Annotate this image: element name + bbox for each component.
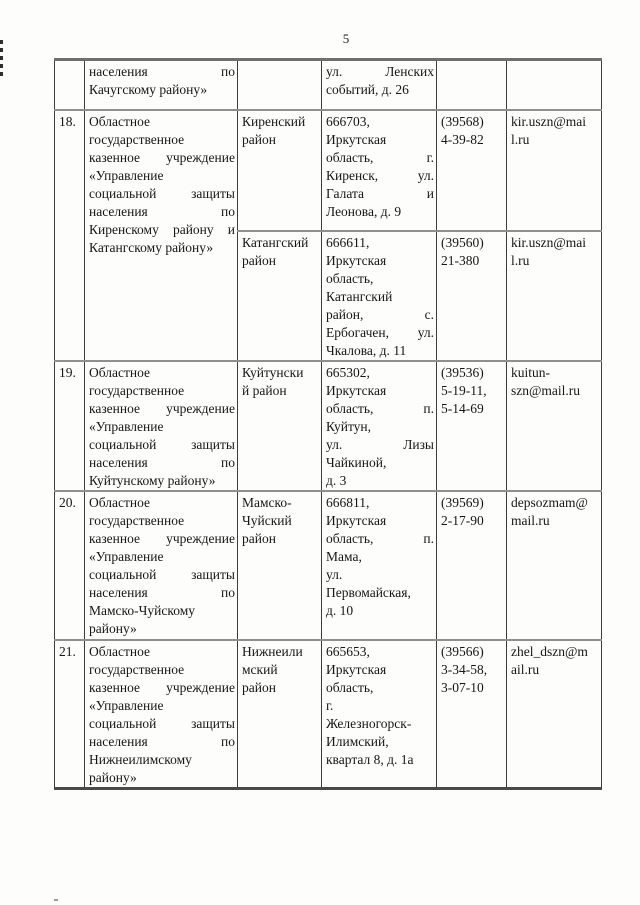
cell-district xyxy=(238,231,322,361)
institutions-table xyxy=(54,58,602,790)
address-text: 666811, Иркутская область, п. Мама, ул. Первомайская, д. 10 xyxy=(326,494,434,618)
phone-text: (39566) 3-34-58, 3-07-10 xyxy=(441,643,488,695)
cell-row-number xyxy=(55,60,85,110)
email-text: kuitun- szn@mail.ru xyxy=(511,364,581,398)
cell-district xyxy=(238,640,322,789)
phone-text: (39569) 2-17-90 xyxy=(441,494,484,528)
institution-name-text: Областное государственное казенное учреждение «Управление социальной защиты населения по Киренскому району и Катангскому району» xyxy=(89,113,235,255)
cell-address xyxy=(322,110,437,231)
cell-district xyxy=(238,491,322,640)
district-text: Мамско- Чуйский район xyxy=(242,494,292,546)
cell-address xyxy=(322,361,437,491)
email-text: depsozmam@ mail.ru xyxy=(511,494,588,528)
cell-email xyxy=(507,491,602,640)
cell-district xyxy=(238,60,322,110)
cell-phone xyxy=(437,110,507,231)
cell-email xyxy=(507,231,602,361)
institution-name-text: Областное государственное казенное учреждение «Управление социальной защиты населения по Нижнеилимскому району» xyxy=(89,643,235,785)
cell-row-number xyxy=(55,491,85,640)
cell-row-number xyxy=(55,640,85,789)
cell-district xyxy=(238,110,322,231)
cell-phone xyxy=(437,640,507,789)
institution-name-text: населения по Качугскому району» xyxy=(89,64,235,97)
cell-institution-name xyxy=(85,491,238,640)
cell-institution-name xyxy=(85,361,238,491)
cell-row-number xyxy=(55,361,85,491)
phone-text: (39560) 21-380 xyxy=(441,234,484,268)
cell-district xyxy=(238,361,322,491)
table-row xyxy=(55,640,602,789)
scan-speck xyxy=(54,899,58,901)
row-number-text: 18. xyxy=(59,113,76,129)
cell-phone xyxy=(437,60,507,110)
address-text: ул. Ленских событий, д. 26 xyxy=(326,64,434,97)
email-text: kir.uszn@mai l.ru xyxy=(511,113,587,147)
address-text: 665302, Иркутская область, п. Куйтун, ул. Лизы Чайкиной, д. 3 xyxy=(326,364,434,488)
cell-institution-name xyxy=(85,640,238,789)
cell-email xyxy=(507,110,602,231)
email-text: zhel_dszn@m ail.ru xyxy=(511,643,588,677)
row-number-text: 21. xyxy=(59,643,76,659)
address-text: 666611, Иркутская область, Катангский район, с. Ербогачен, ул. Чкалова, д. 11 xyxy=(326,234,434,358)
table-row xyxy=(55,491,602,640)
cell-email xyxy=(507,361,602,491)
cell-address xyxy=(322,60,437,110)
cell-institution-name xyxy=(85,110,238,361)
row-number-text: 19. xyxy=(59,364,76,380)
cell-address xyxy=(322,640,437,789)
scan-artifact xyxy=(0,40,3,78)
cell-email xyxy=(507,60,602,110)
cell-phone xyxy=(437,231,507,361)
cell-phone xyxy=(437,491,507,640)
table-row xyxy=(55,361,602,491)
cell-phone xyxy=(437,361,507,491)
address-text: 666703, Иркутская область, г. Киренск, ул. Галата и Леонова, д. 9 xyxy=(326,113,434,219)
cell-row-number xyxy=(55,110,85,361)
phone-text: (39568) 4-39-82 xyxy=(441,113,484,147)
table-row xyxy=(55,110,602,231)
district-text: Киренский район xyxy=(242,113,306,147)
cell-address xyxy=(322,491,437,640)
table-row xyxy=(55,60,602,110)
email-text: kir.uszn@mai l.ru xyxy=(511,234,587,268)
cell-email xyxy=(507,640,602,789)
district-text: Куйтунски й район xyxy=(242,364,304,398)
row-number-text: 20. xyxy=(59,494,76,510)
institution-name-text: Областное государственное казенное учреждение «Управление социальной защиты населения по Мамско-Чуйскому району» xyxy=(89,494,235,636)
district-text: Нижнеили мский район xyxy=(242,643,303,695)
cell-institution-name xyxy=(85,60,238,110)
phone-text: (39536) 5-19-11, 5-14-69 xyxy=(441,364,487,416)
page-number: 5 xyxy=(342,31,350,46)
institution-name-text: Областное государственное казенное учреждение «Управление социальной защиты населения по Куйтунскому району» xyxy=(89,364,235,488)
address-text: 665653, Иркутская область, г. Железногорск- Илимский, квартал 8, д. 1а xyxy=(326,643,414,767)
district-text: Катангский район xyxy=(242,234,309,268)
cell-address xyxy=(322,231,437,361)
